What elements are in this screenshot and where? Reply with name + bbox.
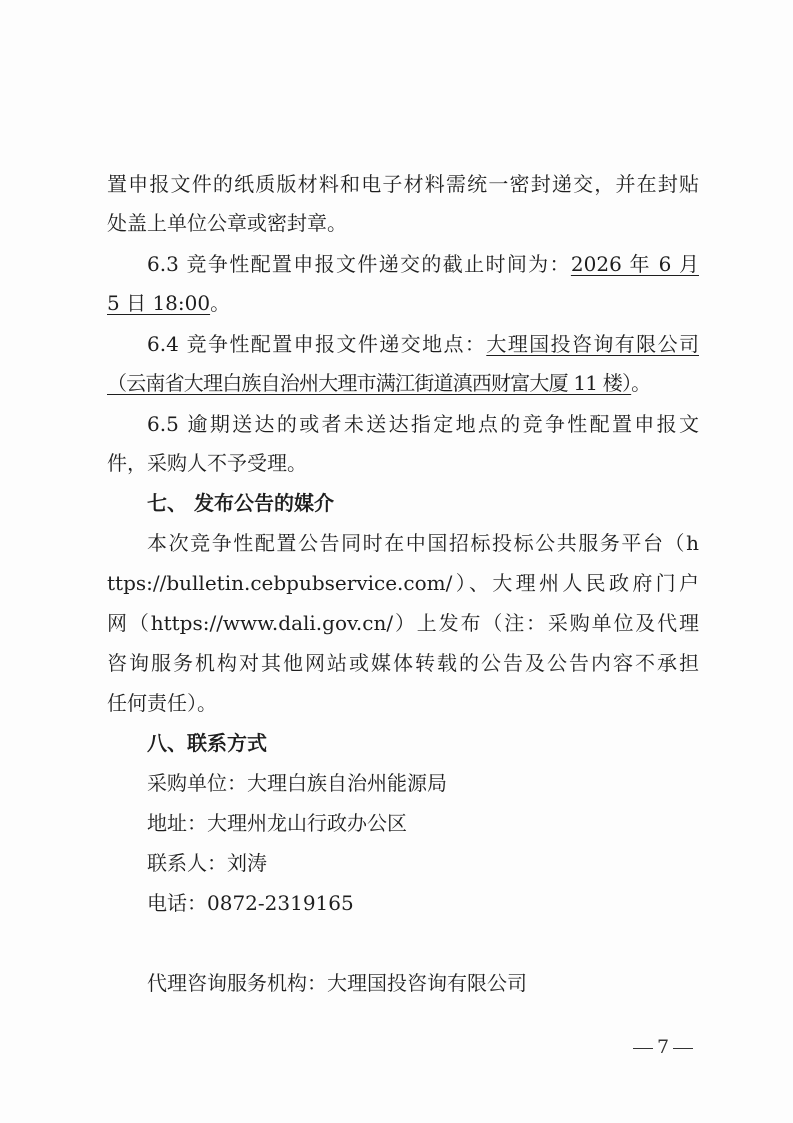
agency-line: 代理咨询服务机构：大理国投咨询有限公司 [147,971,527,995]
phone-line: 电话：0872-2319165 [147,891,354,915]
deadline-line [147,250,699,278]
location-value-part-1: 大理国投咨询有限公司 [486,332,699,356]
media-line: 本次竞争性配置公告同时在中国招标投标公共服务平台（h [147,531,699,555]
location-line [147,330,699,358]
address-line: 地址：大理州龙山行政办公区 [147,811,407,835]
deadline-value-part-2: 5 日 18:00 [107,291,211,315]
media-line: ttps://bulletin.cebpubservice.com/）、大理州人民政府门户 [107,571,699,595]
location-suffix: 。 [631,371,651,395]
paragraph-line: 置申报文件的纸质版材料和电子材料需统一密封递交，并在封贴 [107,172,699,196]
page-number-dash [673,1048,693,1049]
purchaser-line: 采购单位：大理白族自治州能源局 [147,771,447,795]
section-heading: 八、联系方式 [147,731,267,755]
page-number [627,1034,699,1060]
location-label: 6.4 竞争性配置申报文件递交地点： [147,332,487,356]
deadline-label: 6.3 竞争性配置申报文件递交的截止时间为： [147,252,571,276]
page-number-dash [633,1048,653,1049]
deadline-line-2 [107,289,699,317]
media-line: 咨询服务机构对其他网站或媒体转载的公告及公告内容不承担 [107,651,699,675]
deadline-suffix: 。 [210,291,231,315]
late-submission-line: 6.5 逾期送达的或者未送达指定地点的竞争性配置申报文 [147,412,699,436]
paragraph-line: 处盖上单位公章或密封章。 [107,211,347,235]
contact-person-line: 联系人：刘涛 [147,851,267,875]
section-heading: 七、 发布公告的媒介 [147,491,334,515]
location-line-2 [107,369,699,397]
late-submission-line-2: 件，采购人不予受理。 [107,451,307,475]
page-number-value: 7 [656,1036,670,1058]
media-line: 网（https://www.dali.gov.cn/）上发布（注：采购单位及代理 [107,611,699,635]
deadline-value-part-1: 2026 年 6 月 [570,252,699,276]
location-value-part-2: （云南省大理白族自治州大理市满江街道滇西财富大厦 11 楼） [107,371,632,395]
media-line: 任何责任）。 [107,691,217,715]
